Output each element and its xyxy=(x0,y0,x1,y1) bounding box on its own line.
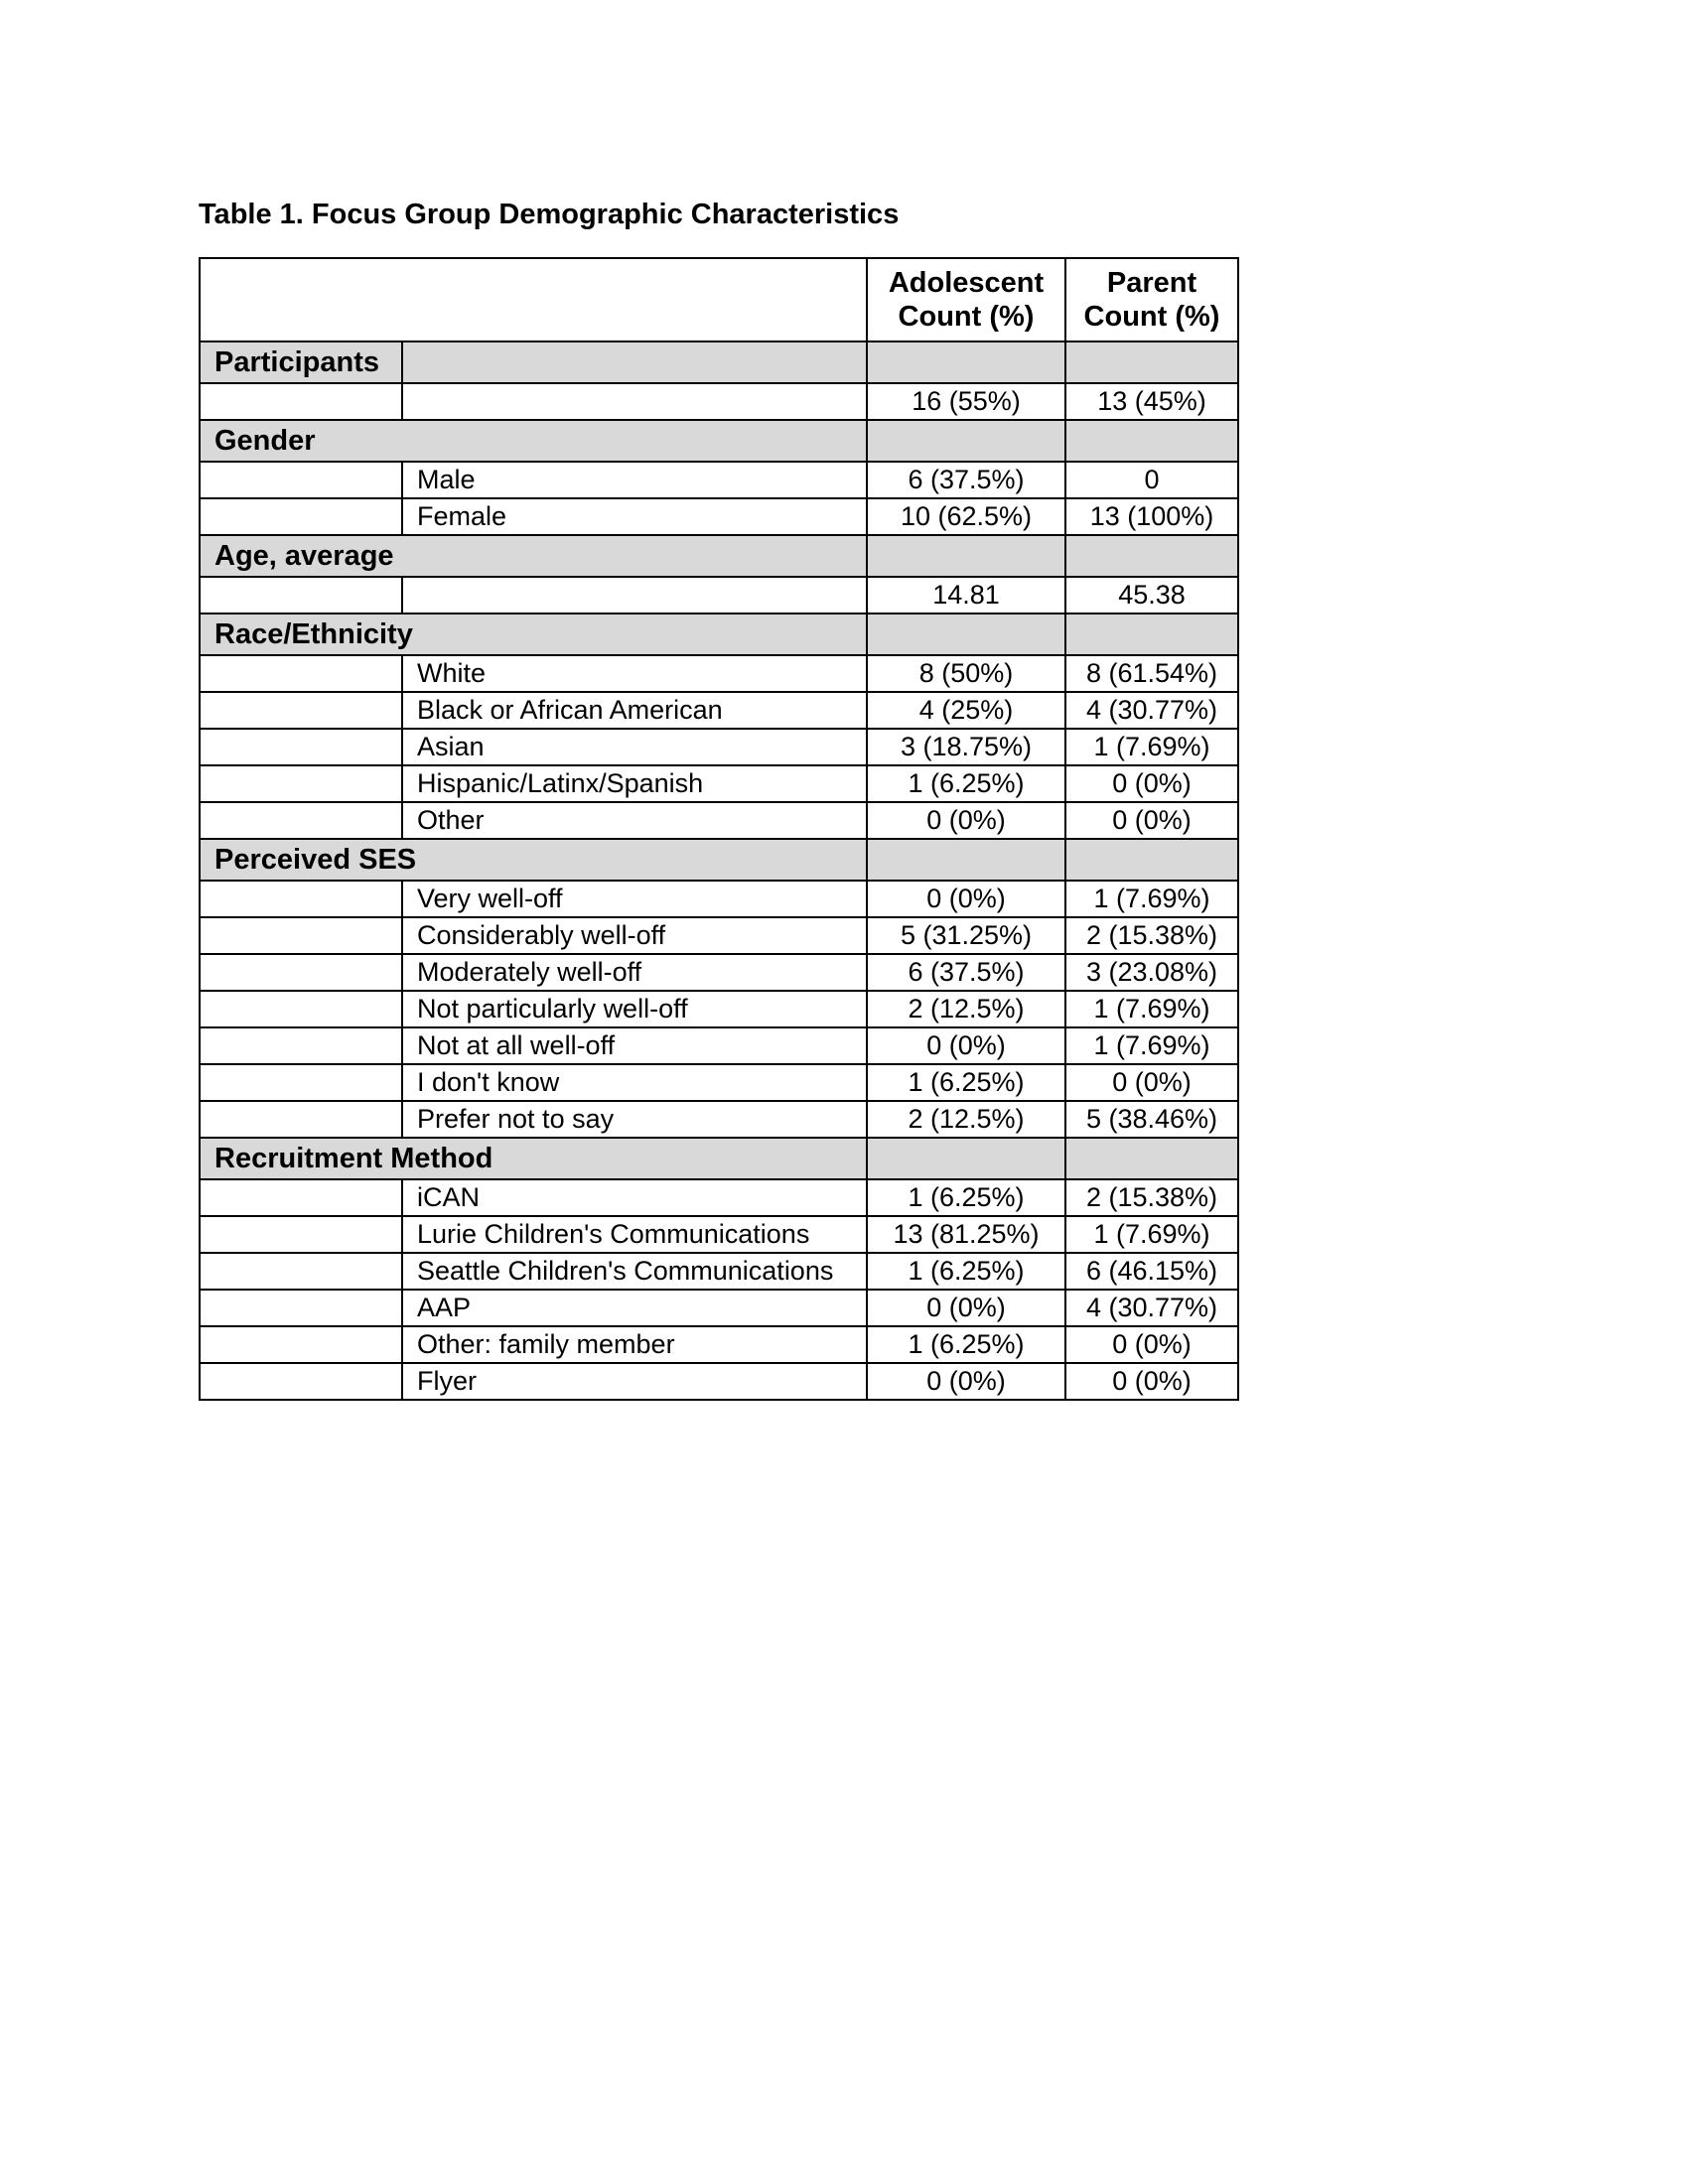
row-label: Female xyxy=(402,498,867,535)
row-label: Black or African American xyxy=(402,692,867,729)
parent-value: 0 (0%) xyxy=(1065,1363,1238,1400)
category-name: Perceived SES xyxy=(200,839,867,881)
parent-value: 6 (46.15%) xyxy=(1065,1253,1238,1290)
adolescent-value: 1 (6.25%) xyxy=(867,1179,1065,1216)
adolescent-value: 1 (6.25%) xyxy=(867,1064,1065,1101)
parent-value: 1 (7.69%) xyxy=(1065,881,1238,917)
indent-cell xyxy=(200,881,402,917)
parent-value: 0 (0%) xyxy=(1065,802,1238,839)
adolescent-value: 1 (6.25%) xyxy=(867,1326,1065,1363)
adolescent-value: 16 (55%) xyxy=(867,383,1065,420)
table-row xyxy=(200,498,1238,535)
category-row xyxy=(200,839,1238,881)
adolescent-header-line-2: Count (%) xyxy=(898,301,1035,333)
table-row xyxy=(200,692,1238,729)
table-row xyxy=(200,917,1238,954)
indent-cell xyxy=(200,1363,402,1400)
indent-cell xyxy=(200,1101,402,1138)
row-label: Moderately well-off xyxy=(402,954,867,991)
table-row xyxy=(200,1064,1238,1101)
category-row xyxy=(200,341,1238,383)
indent-cell xyxy=(200,577,402,614)
parent-value: 45.38 xyxy=(1065,577,1238,614)
category-parent-cell xyxy=(1065,420,1238,462)
parent-header-line-1: Parent xyxy=(1106,267,1197,299)
adolescent-value: 8 (50%) xyxy=(867,655,1065,692)
indent-cell xyxy=(200,498,402,535)
parent-value: 0 (0%) xyxy=(1065,1064,1238,1101)
indent-cell xyxy=(200,462,402,498)
row-label: Prefer not to say xyxy=(402,1101,867,1138)
row-label: Considerably well-off xyxy=(402,917,867,954)
adolescent-header-line-1: Adolescent xyxy=(888,267,1045,299)
indent-cell xyxy=(200,991,402,1027)
adolescent-value: 14.81 xyxy=(867,577,1065,614)
table-row xyxy=(200,1216,1238,1253)
table-row xyxy=(200,577,1238,614)
header-row xyxy=(200,258,1238,341)
indent-cell xyxy=(200,1027,402,1064)
indent-cell xyxy=(200,954,402,991)
row-label: I don't know xyxy=(402,1064,867,1101)
parent-column-header xyxy=(1065,258,1238,341)
row-label: Male xyxy=(402,462,867,498)
table-row xyxy=(200,1027,1238,1064)
category-row xyxy=(200,614,1238,655)
table-row xyxy=(200,655,1238,692)
indent-cell xyxy=(200,802,402,839)
row-label: Not at all well-off xyxy=(402,1027,867,1064)
row-label: Other xyxy=(402,802,867,839)
row-label: iCAN xyxy=(402,1179,867,1216)
table-row xyxy=(200,765,1238,802)
category-name: Recruitment Method xyxy=(200,1138,867,1179)
parent-value: 1 (7.69%) xyxy=(1065,1216,1238,1253)
table-row xyxy=(200,1326,1238,1363)
indent-cell xyxy=(200,1253,402,1290)
table-row xyxy=(200,954,1238,991)
adolescent-value: 0 (0%) xyxy=(867,802,1065,839)
adolescent-value: 13 (81.25%) xyxy=(867,1216,1065,1253)
demographics-table xyxy=(199,257,1239,1401)
row-label xyxy=(402,577,867,614)
indent-cell xyxy=(200,383,402,420)
category-adolescent-cell xyxy=(867,614,1065,655)
adolescent-value: 0 (0%) xyxy=(867,1027,1065,1064)
category-adolescent-cell xyxy=(867,341,1065,383)
row-label: Flyer xyxy=(402,1363,867,1400)
indent-cell xyxy=(200,1216,402,1253)
row-label: Lurie Children's Communications xyxy=(402,1216,867,1253)
category-parent-cell xyxy=(1065,535,1238,577)
category-adolescent-cell xyxy=(867,839,1065,881)
indent-cell xyxy=(200,1290,402,1326)
table-row xyxy=(200,802,1238,839)
adolescent-value: 1 (6.25%) xyxy=(867,765,1065,802)
adolescent-value: 10 (62.5%) xyxy=(867,498,1065,535)
category-name: Race/Ethnicity xyxy=(200,614,867,655)
indent-cell xyxy=(200,692,402,729)
table-row xyxy=(200,729,1238,765)
row-label: Very well-off xyxy=(402,881,867,917)
table-row xyxy=(200,991,1238,1027)
parent-value: 2 (15.38%) xyxy=(1065,917,1238,954)
indent-cell xyxy=(200,655,402,692)
parent-value: 0 xyxy=(1065,462,1238,498)
adolescent-value: 3 (18.75%) xyxy=(867,729,1065,765)
category-name: Gender xyxy=(200,420,867,462)
category-row xyxy=(200,1138,1238,1179)
parent-value: 13 (100%) xyxy=(1065,498,1238,535)
parent-value: 5 (38.46%) xyxy=(1065,1101,1238,1138)
category-parent-cell xyxy=(1065,614,1238,655)
adolescent-value: 2 (12.5%) xyxy=(867,1101,1065,1138)
indent-cell xyxy=(200,1326,402,1363)
table-row xyxy=(200,1101,1238,1138)
parent-value: 2 (15.38%) xyxy=(1065,1179,1238,1216)
adolescent-value: 0 (0%) xyxy=(867,881,1065,917)
category-name: Participants xyxy=(200,341,402,383)
parent-value: 1 (7.69%) xyxy=(1065,729,1238,765)
category-adolescent-cell xyxy=(867,420,1065,462)
table-title: Table 1. Focus Group Demographic Characteristics xyxy=(199,199,900,230)
table-row xyxy=(200,462,1238,498)
indent-cell xyxy=(200,729,402,765)
parent-value: 8 (61.54%) xyxy=(1065,655,1238,692)
adolescent-value: 6 (37.5%) xyxy=(867,462,1065,498)
row-label: Other: family member xyxy=(402,1326,867,1363)
adolescent-value: 4 (25%) xyxy=(867,692,1065,729)
parent-value: 1 (7.69%) xyxy=(1065,991,1238,1027)
category-parent-cell xyxy=(1065,839,1238,881)
table-row xyxy=(200,1253,1238,1290)
parent-value: 1 (7.69%) xyxy=(1065,1027,1238,1064)
parent-value: 13 (45%) xyxy=(1065,383,1238,420)
category-blank-cell xyxy=(402,341,867,383)
adolescent-value: 5 (31.25%) xyxy=(867,917,1065,954)
table-row xyxy=(200,1179,1238,1216)
row-label xyxy=(402,383,867,420)
row-label: Seattle Children's Communications xyxy=(402,1253,867,1290)
parent-value: 3 (23.08%) xyxy=(1065,954,1238,991)
adolescent-column-header xyxy=(867,258,1065,341)
table-row xyxy=(200,881,1238,917)
row-label: Asian xyxy=(402,729,867,765)
table-row xyxy=(200,1363,1238,1400)
category-name: Age, average xyxy=(200,535,867,577)
parent-value: 4 (30.77%) xyxy=(1065,1290,1238,1326)
adolescent-value: 0 (0%) xyxy=(867,1290,1065,1326)
category-adolescent-cell xyxy=(867,535,1065,577)
indent-cell xyxy=(200,765,402,802)
indent-cell xyxy=(200,917,402,954)
adolescent-value: 2 (12.5%) xyxy=(867,991,1065,1027)
row-label: Not particularly well-off xyxy=(402,991,867,1027)
category-row xyxy=(200,420,1238,462)
adolescent-value: 1 (6.25%) xyxy=(867,1253,1065,1290)
adolescent-value: 6 (37.5%) xyxy=(867,954,1065,991)
header-blank-cell xyxy=(200,258,867,341)
row-label: White xyxy=(402,655,867,692)
parent-value: 4 (30.77%) xyxy=(1065,692,1238,729)
category-row xyxy=(200,535,1238,577)
parent-value: 0 (0%) xyxy=(1065,1326,1238,1363)
indent-cell xyxy=(200,1064,402,1101)
category-parent-cell xyxy=(1065,341,1238,383)
table-row xyxy=(200,383,1238,420)
table-row xyxy=(200,1290,1238,1326)
category-adolescent-cell xyxy=(867,1138,1065,1179)
category-parent-cell xyxy=(1065,1138,1238,1179)
adolescent-value: 0 (0%) xyxy=(867,1363,1065,1400)
row-label: AAP xyxy=(402,1290,867,1326)
parent-header-line-2: Count (%) xyxy=(1083,301,1220,333)
parent-value: 0 (0%) xyxy=(1065,765,1238,802)
indent-cell xyxy=(200,1179,402,1216)
row-label: Hispanic/Latinx/Spanish xyxy=(402,765,867,802)
